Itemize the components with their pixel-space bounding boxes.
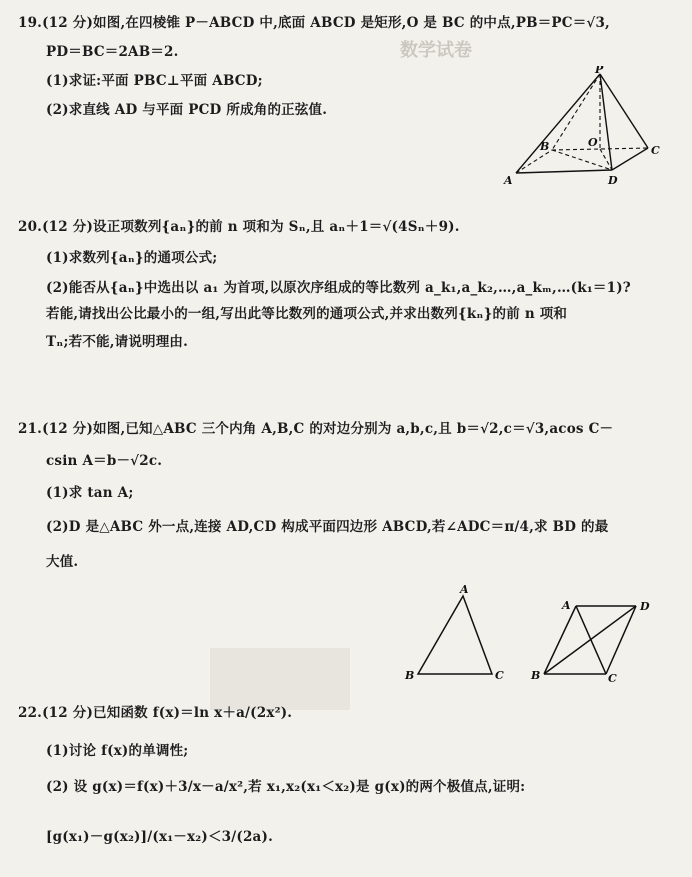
pyramid-label-c: C bbox=[651, 144, 660, 157]
q21-stem-line1: 21.(12 分)如图,已知△ABC 三个内角 A,B,C 的对边分别为 a,b,c,且 b＝√2,c＝√3,acos C－ bbox=[18, 421, 614, 437]
q21-part2-line2: 大值. bbox=[46, 554, 79, 570]
quad-label-d: D bbox=[640, 600, 650, 613]
q21-part1: (1)求 tan A; bbox=[46, 485, 134, 501]
q19-pyramid-figure bbox=[500, 66, 680, 192]
q22-part2-line1: (2) 设 g(x)＝f(x)＋3/x－a/x²,若 x₁,x₂(x₁＜x₂)是 g(x)的两个极值点,证明: bbox=[46, 779, 526, 795]
q21-quadrilateral-figure bbox=[528, 594, 668, 684]
triangle-label-a: A bbox=[460, 583, 469, 596]
q22-part1: (1)讨论 f(x)的单调性; bbox=[46, 743, 189, 759]
q19-stem-line1: 19.(12 分)如图,在四棱锥 P－ABCD 中,底面 ABCD 是矩形,O 是 BC 的中点,PB＝PC＝√3, bbox=[18, 15, 610, 31]
q19-stem-line2: PD＝BC＝2AB＝2. bbox=[46, 44, 179, 60]
q20-part2-line3: Tₙ;若不能,请说明理由. bbox=[46, 334, 189, 350]
pyramid-label-b: B bbox=[540, 140, 550, 153]
q22-stem: 22.(12 分)已知函数 f(x)＝ln x＋a/(2x²). bbox=[18, 705, 293, 721]
q20-part2-line1: (2)能否从{aₙ}中选出以 a₁ 为首项,以原次序组成的等比数列 a_k₁,a_k₂,…,a_kₘ,…(k₁＝1)? bbox=[46, 280, 631, 296]
pyramid-label-p: P bbox=[595, 66, 604, 76]
q22-part2-line2: [g(x₁)－g(x₂)]/(x₁－x₂)＜3/(2a). bbox=[46, 829, 273, 845]
scan-smudge bbox=[210, 648, 350, 710]
q19-part2: (2)求直线 AD 与平面 PCD 所成角的正弦值. bbox=[46, 102, 328, 118]
pyramid-label-a: A bbox=[504, 174, 513, 187]
q21-stem-line2: csin A＝b－√2c. bbox=[46, 453, 163, 469]
q21-triangle-figure bbox=[400, 582, 510, 682]
watermark-text: 数学试卷 bbox=[400, 40, 472, 61]
triangle-label-c: C bbox=[495, 669, 504, 682]
q20-part1: (1)求数列{aₙ}的通项公式; bbox=[46, 250, 218, 266]
q20-stem: 20.(12 分)设正项数列{aₙ}的前 n 项和为 Sₙ,且 aₙ＋1＝√(4Sₙ＋9). bbox=[18, 219, 460, 235]
q19-part1: (1)求证:平面 PBC⊥平面 ABCD; bbox=[46, 73, 263, 89]
q21-part2-line1: (2)D 是△ABC 外一点,连接 AD,CD 构成平面四边形 ABCD,若∠ADC＝π/4,求 BD 的最 bbox=[46, 519, 609, 535]
q20-part2-line2: 若能,请找出公比最小的一组,写出此等比数列的通项公式,并求出数列{kₙ}的前 n 项和 bbox=[46, 306, 568, 322]
pyramid-label-o: O bbox=[588, 136, 598, 149]
quad-label-a: A bbox=[562, 599, 571, 612]
pyramid-label-d: D bbox=[608, 174, 618, 187]
quad-label-b: B bbox=[531, 669, 541, 682]
quad-label-c: C bbox=[608, 672, 617, 684]
triangle-label-b: B bbox=[405, 669, 415, 682]
